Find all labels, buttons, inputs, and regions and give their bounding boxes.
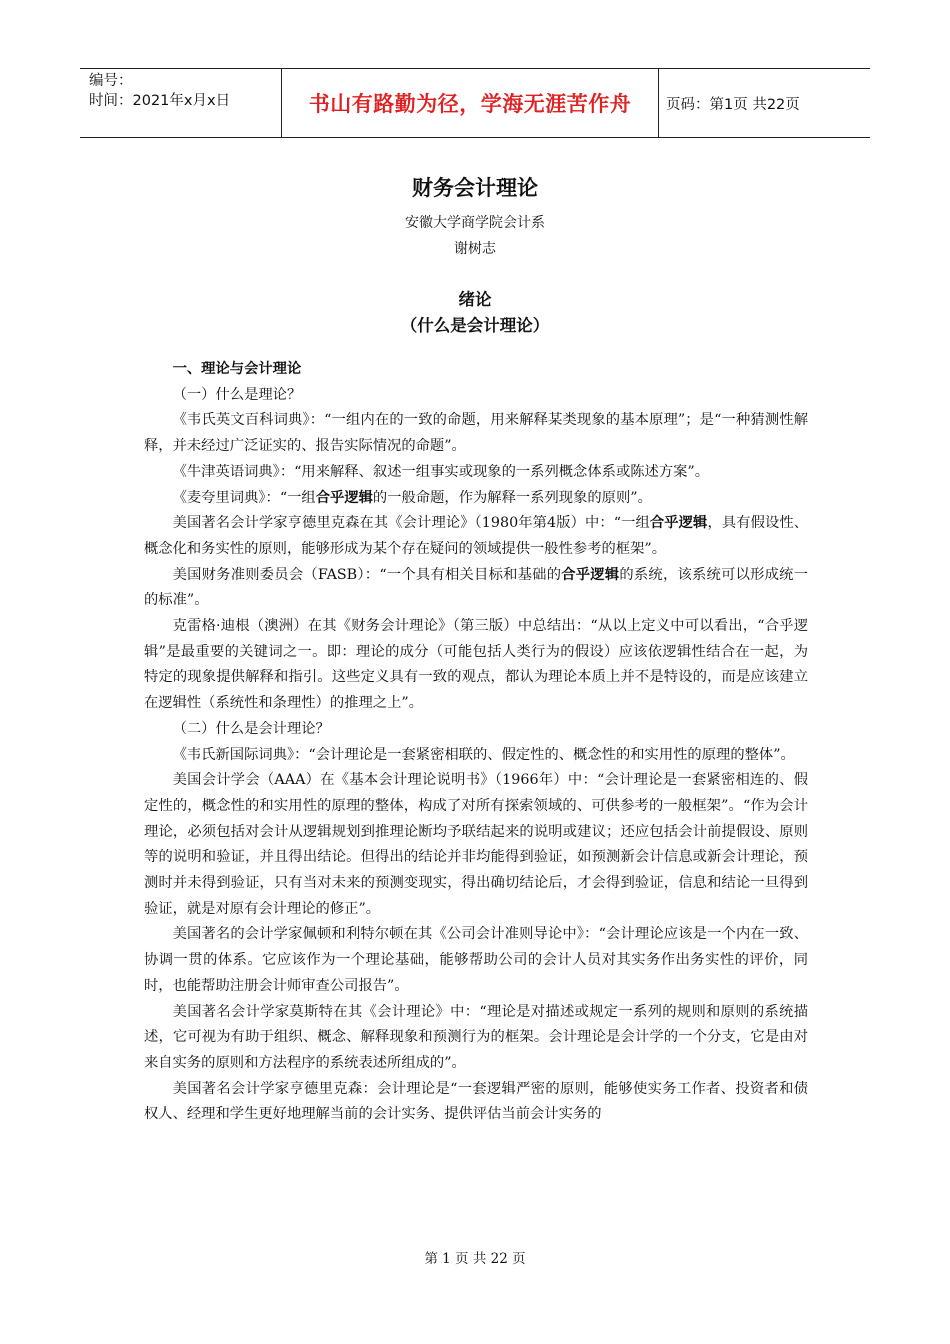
paragraph-text: ，具有假设性、概念化和务实性的原则，能够形成为某个存在疑问的领域提供一般性参考的框架”。 [144,515,809,557]
section-heading: 一、理论与会计理论 [172,361,302,377]
body-paragraph: 《韦氏英文百科词典》：“一组内在的一致的命题，用来解释某类现象的基本原理”；是“一种猜测性解释，并未经过广泛证实的、报告实际情况的命题”。 [144,412,808,455]
document-date-label: 时间：2021年x月x日 [89,93,231,109]
body-paragraph: 《牛津英语词典》：“用来解释、叙述一组事实或现象的一系列概念体系或陈述方案”。 [172,463,710,480]
body-paragraph: （二）什么是会计理论？ [172,720,330,737]
page-footer: 第 1 页 共 22 页 [424,1251,526,1267]
header-meta [80,69,282,137]
body-paragraph: 美国著名的会计学家佩顿和利特尔顿在其《公司会计准则导论中》：“会计理论应该是一个内在一致、协调一贯的体系。它应该作为一个理论基础，能够帮助公司的会计人员对其实务作出务实性的评价，同时，也能帮助注册会计师审查公司报告”。 [144,926,808,994]
section-subtitle: （什么是会计理论） [400,316,550,335]
paragraph-text: 的系统，该系统可以形成统一的标准”。 [144,566,809,609]
document-number-label: 编号： [89,73,133,89]
body-paragraph: 美国会计学会（AAA）在《基本会计理论说明书》（1966年）中：“会计理论是一套紧密相连的、假定性的，概念性的和实用性的原理的整体，构成了对所有探索领域的、可供参考的一般框架”。“作为会计理论，必须包括对会计从逻辑规划到推理论断均予联结起来的说明或建议；还应包括会计前提假设、原则等的说明和验证，并且得出结论。但得出的结论并非均能得到验证，如预测新会计信息或新会计理论，预测时并未得到验证，只有当对未来的预测变现实，得出确切结论后，才会得到验证，信息和结论一旦得到验证，就是对原有会计理论的修正”。 [144,772,808,917]
body-paragraph: 《韦氏新国际词典》：“会计理论是一套紧密相联的、假定性的、概念性的和实用性的原理的整体”。 [172,746,795,763]
author-name: 谢树志 [454,241,496,257]
author-affiliation: 安徽大学商学院会计系 [405,215,545,231]
paragraph-text: 《麦夸里词典》：“一组 [172,489,316,506]
body-paragraph: （一）什么是理论？ [172,386,302,403]
body-paragraph [144,563,808,614]
body-paragraph [144,511,808,562]
document-body [144,357,808,1128]
document-title: 财务会计理论 [412,176,538,200]
body-paragraph [144,486,808,512]
emphasis-text: 合乎逻辑 [649,515,708,532]
body-paragraph: 美国著名会计学家莫斯特在其《会计理论》中：“理论是对描述或规定一系列的规则和原则的系统描述，它可视为有助于组织、概念、解释现象和预测行为的框架。会计理论是会计学的一个分支，它是由对来自实务的原则和方法程序的系统表述所组成的”。 [144,1003,808,1071]
section-title: 绪论 [458,290,492,309]
body-paragraph: 克雷格·迪根（澳洲）在其《财务会计理论》（第三版）中总结出：“从以上定义中可以看出，“合乎逻辑”是最重要的关键词之一。即：理论的成分（可能包括人类行为的假设）应该依逻辑性结合在一起，为特定的现象提供解释和指引。这些定义具有一致的观点，都认为理论本质上并不是特设的，而是应该建立在逻辑性（系统性和条理性）的推理之上”。 [144,618,808,712]
body-paragraph: 美国著名会计学家亨德里克森：会计理论是“一套逻辑严密的原则，能够使实务工作者、投资者和债权人、经理和学生更好地理解当前的会计实务、提供评估当前会计实务的 [144,1080,808,1123]
paragraph-text: 美国著名会计学家亨德里克森在其《会计理论》（1980年第4版）中：“一组 [172,515,650,532]
header-motto: 书山有路勤为径，学海无涯苦作舟 [282,69,659,137]
paragraph-text: 美国财务准则委员会（FASB）：“一个具有相关目标和基础的 [172,566,562,583]
emphasis-text: 合乎逻辑 [315,489,373,506]
paragraph-text: 的一般命题，作为解释一系列现象的原则”。 [372,489,652,506]
emphasis-text: 合乎逻辑 [561,566,620,583]
header-page-info: 页码：第1页 共22页 [666,96,800,113]
page-header [80,68,870,138]
